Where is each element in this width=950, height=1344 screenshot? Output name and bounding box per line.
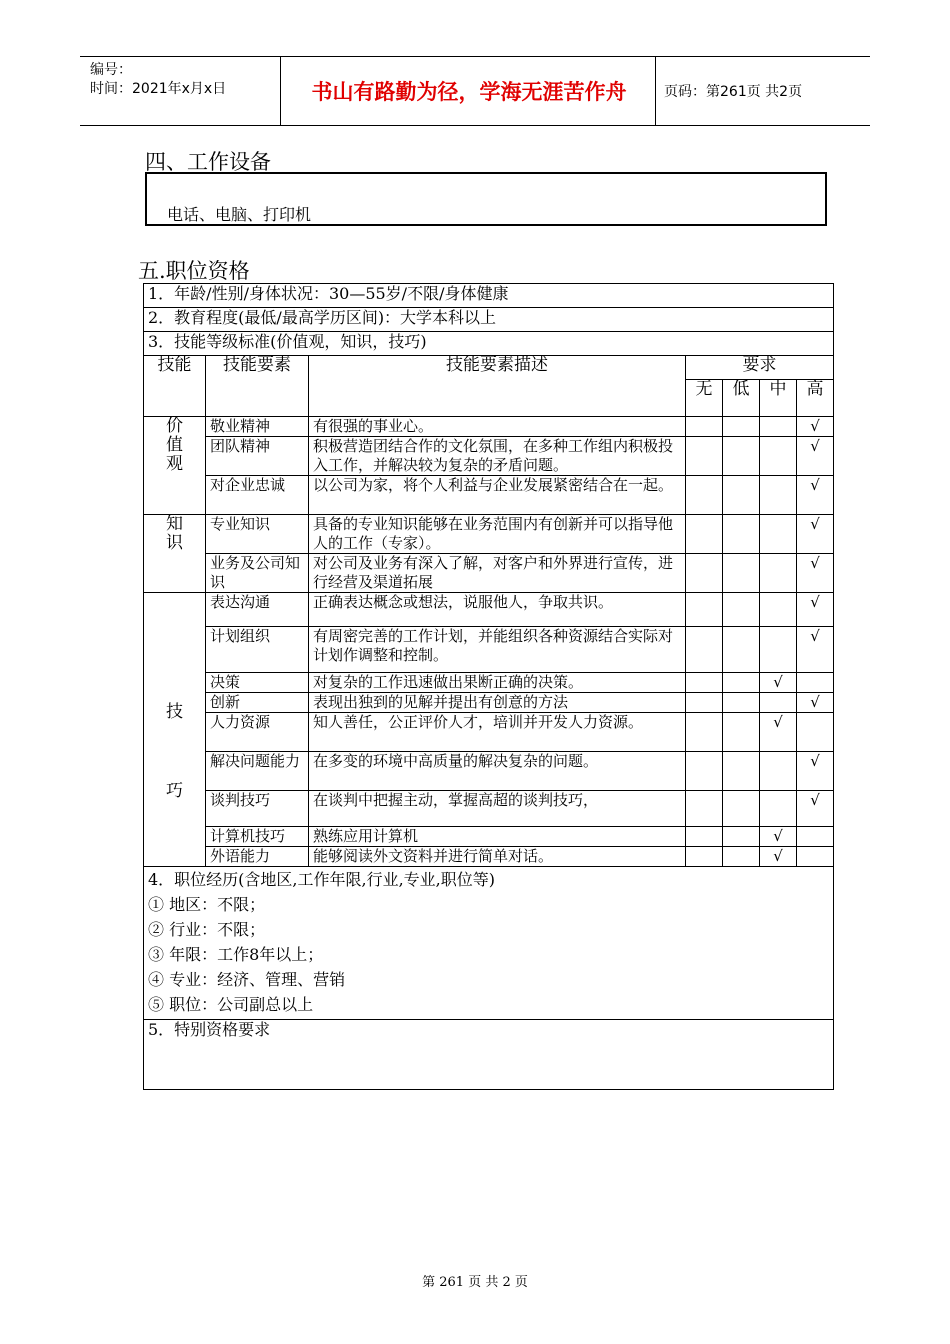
level-high-cell <box>797 847 834 867</box>
skill-description: 能够阅读外文资料并进行简单对话。 <box>309 847 686 867</box>
level-low-cell <box>723 827 760 847</box>
table-row <box>144 593 834 627</box>
skill-description: 有很强的事业心。 <box>309 417 686 437</box>
category-skills-bottom: 巧 <box>166 781 183 801</box>
level-low-cell <box>723 437 760 476</box>
level-low-cell <box>723 847 760 867</box>
document-time-label: 时间：2021年x月x日 <box>90 81 227 97</box>
skill-element: 业务及公司知识 <box>206 554 309 593</box>
column-header-description: 技能要素描述 <box>309 356 686 417</box>
column-header-skill: 技能 <box>144 356 206 417</box>
category-values: 价 值 观 <box>144 417 206 515</box>
skill-description: 具备的专业知识能够在业务范围内有创新并可以指导他人的工作（专家）。 <box>309 515 686 554</box>
table-row <box>144 847 834 867</box>
level-medium-cell <box>760 693 797 713</box>
table-row <box>144 827 834 847</box>
page-footer: 第 261 页 共 2 页 <box>422 1275 528 1290</box>
level-medium-cell <box>760 627 797 673</box>
level-none-cell <box>686 847 723 867</box>
level-none-cell <box>686 593 723 627</box>
skill-element: 专业知识 <box>206 515 309 554</box>
column-header-element: 技能要素 <box>206 356 309 417</box>
table-row <box>144 791 834 827</box>
experience-region: ① 地区：不限； <box>148 895 266 914</box>
level-medium-cell <box>760 515 797 554</box>
document-number-label: 编号： <box>90 62 132 78</box>
skill-description: 对复杂的工作迅速做出果断正确的决策。 <box>309 673 686 693</box>
experience-row <box>144 867 834 1020</box>
table-row <box>144 476 834 515</box>
level-low-cell <box>723 627 760 673</box>
check-mark: √ <box>797 593 834 627</box>
skill-description: 表现出独到的见解并提出有创意的方法 <box>309 693 686 713</box>
level-low-cell <box>723 417 760 437</box>
equipment-content: 电话、电脑、打印机 <box>167 205 312 224</box>
skill-element: 解决问题能力 <box>206 752 309 791</box>
level-none-cell <box>686 752 723 791</box>
check-mark: √ <box>797 791 834 827</box>
skill-description: 有周密完善的工作计划，并能组织各种资源结合实际对计划作调整和控制。 <box>309 627 686 673</box>
skill-description: 知人善任，公正评价人才，培训并开发人力资源。 <box>309 713 686 752</box>
skill-description: 正确表达概念或想法，说服他人，争取共识。 <box>309 593 686 627</box>
skill-element: 团队精神 <box>206 437 309 476</box>
level-low-cell <box>723 791 760 827</box>
skill-element: 人力资源 <box>206 713 309 752</box>
check-mark: √ <box>797 437 834 476</box>
level-none-cell <box>686 417 723 437</box>
header-page-number: 页码：第261页 共2页 <box>664 84 803 100</box>
level-none-cell <box>686 827 723 847</box>
level-medium-cell <box>760 437 797 476</box>
equipment-box <box>145 172 827 226</box>
table-row <box>144 515 834 554</box>
level-header-low: 低 <box>723 380 760 417</box>
skill-element: 敬业精神 <box>206 417 309 437</box>
table-row <box>144 673 834 693</box>
level-medium-cell <box>760 752 797 791</box>
level-none-cell <box>686 791 723 827</box>
column-header-requirement: 要求 <box>686 356 834 380</box>
experience-title: 4．职位经历(含地区,工作年限,行业,专业,职位等) <box>148 870 496 889</box>
check-mark: √ <box>797 515 834 554</box>
level-low-cell <box>723 693 760 713</box>
skill-element: 决策 <box>206 673 309 693</box>
level-none-cell <box>686 437 723 476</box>
skill-element: 对企业忠诚 <box>206 476 309 515</box>
section-title-equipment: 四、工作设备 <box>145 150 271 174</box>
level-none-cell <box>686 693 723 713</box>
level-low-cell <box>723 593 760 627</box>
skill-standard-row: 3．技能等级标准(价值观，知识，技巧) <box>144 332 834 356</box>
level-high-cell <box>797 673 834 693</box>
experience-position: ⑤ 职位：公司副总以上 <box>148 995 314 1014</box>
skill-element: 外语能力 <box>206 847 309 867</box>
level-header-high: 高 <box>797 380 834 417</box>
check-mark: √ <box>797 627 834 673</box>
skill-description: 以公司为家，将个人利益与企业发展紧密结合在一起。 <box>309 476 686 515</box>
table-row <box>144 437 834 476</box>
level-none-cell <box>686 554 723 593</box>
skill-description: 在多变的环境中高质量的解决复杂的问题。 <box>309 752 686 791</box>
level-none-cell <box>686 627 723 673</box>
document-header <box>80 56 870 126</box>
level-medium-cell <box>760 593 797 627</box>
category-knowledge: 知 识 <box>144 515 206 593</box>
level-medium-cell <box>760 417 797 437</box>
skill-description: 对公司及业务有深入了解，对客户和外界进行宣传，进行经营及渠道拓展 <box>309 554 686 593</box>
special-requirements-row <box>144 1020 834 1090</box>
table-row <box>144 713 834 752</box>
skill-element: 创新 <box>206 693 309 713</box>
table-row <box>144 417 834 437</box>
table-row <box>144 752 834 791</box>
check-mark: √ <box>797 417 834 437</box>
level-none-cell <box>686 673 723 693</box>
level-high-cell <box>797 713 834 752</box>
level-medium-cell <box>760 791 797 827</box>
check-mark: √ <box>760 713 797 752</box>
age-gender-health-row: 1．年龄/性别/身体状况：30—55岁/不限/身体健康 <box>144 284 834 308</box>
header-divider <box>280 57 281 125</box>
level-low-cell <box>723 515 760 554</box>
check-mark: √ <box>797 693 834 713</box>
table-row <box>144 627 834 673</box>
skill-element: 表达沟通 <box>206 593 309 627</box>
level-low-cell <box>723 752 760 791</box>
header-motto: 书山有路勤为径，学海无涯苦作舟 <box>311 80 627 104</box>
skill-description: 在谈判中把握主动，掌握高超的谈判技巧， <box>309 791 686 827</box>
check-mark: √ <box>760 673 797 693</box>
level-none-cell <box>686 515 723 554</box>
education-row: 2．教育程度(最低/最高学历区间)：大学本科以上 <box>144 308 834 332</box>
check-mark: √ <box>760 827 797 847</box>
skill-element: 计算机技巧 <box>206 827 309 847</box>
level-low-cell <box>723 713 760 752</box>
level-header-none: 无 <box>686 380 723 417</box>
header-meta <box>90 61 226 99</box>
experience-years: ③ 年限：工作8年以上； <box>148 945 324 964</box>
skill-element: 谈判技巧 <box>206 791 309 827</box>
special-requirements-title: 5．特别资格要求 <box>144 1020 834 1090</box>
level-none-cell <box>686 713 723 752</box>
check-mark: √ <box>797 554 834 593</box>
level-low-cell <box>723 673 760 693</box>
check-mark: √ <box>797 752 834 791</box>
table-row <box>144 693 834 713</box>
skill-description: 熟练应用计算机 <box>309 827 686 847</box>
level-header-medium: 中 <box>760 380 797 417</box>
level-medium-cell <box>760 554 797 593</box>
level-low-cell <box>723 476 760 515</box>
section-title-qualifications: 五.职位资格 <box>138 259 250 283</box>
qualification-table <box>143 283 834 1090</box>
category-skills-top: 技 <box>166 702 183 722</box>
experience-major: ④ 专业：经济、管理、营销 <box>148 970 346 989</box>
experience-industry: ② 行业：不限； <box>148 920 266 939</box>
skill-element: 计划组织 <box>206 627 309 673</box>
level-high-cell <box>797 827 834 847</box>
check-mark: √ <box>797 476 834 515</box>
table-row <box>144 554 834 593</box>
check-mark: √ <box>760 847 797 867</box>
level-none-cell <box>686 476 723 515</box>
category-skills <box>144 593 206 867</box>
skill-description: 积极营造团结合作的文化氛围，在多种工作组内积极投入工作，并解决较为复杂的矛盾问题。 <box>309 437 686 476</box>
level-low-cell <box>723 554 760 593</box>
level-medium-cell <box>760 476 797 515</box>
